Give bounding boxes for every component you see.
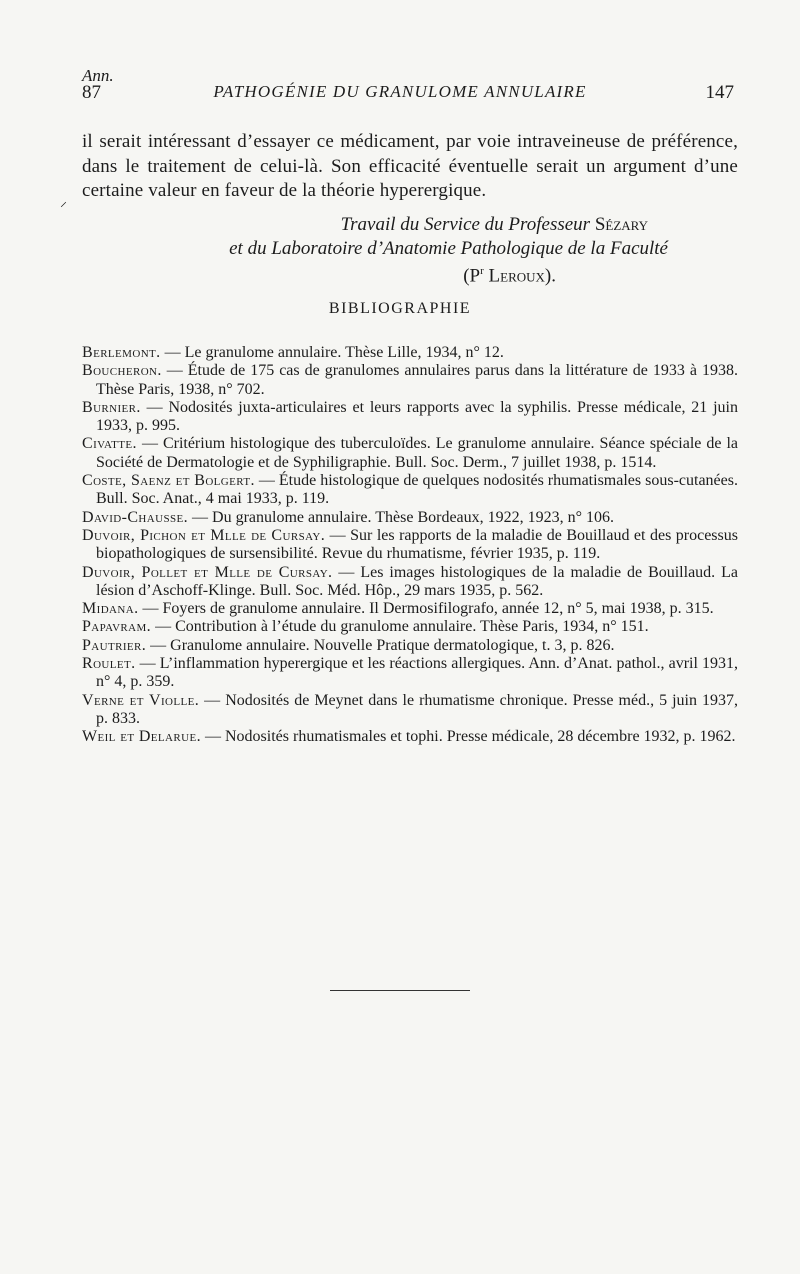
credit-line-3-prefix: (P — [463, 265, 481, 287]
bibliography-entry — [82, 527, 738, 564]
entry-text: — Les images histologiques de la maladie de Bouillaud. La lésion d’Aschoff-Klinge. Bull. Soc. Méd. Hôp., 29 mars 1935, p. 562. — [96, 563, 738, 599]
entry-authors: Roulet. — [82, 655, 136, 673]
bibliography-entry — [82, 344, 738, 362]
bibliography-entry — [82, 637, 738, 655]
bibliography-entry — [82, 362, 738, 399]
entry-text: — L’inflammation hyperergique et les réactions allergiques. Ann. d’Anat. pathol., avril 1931, n° 4, p. 359. — [96, 655, 738, 691]
entry-authors: Coste, Saenz et Bolgert. — [82, 472, 255, 490]
entry-text: — Nodosités juxta-articulaires et leurs rapports avec la syphilis. Presse médicale, 21 juin 1933, p. 995. — [96, 398, 738, 435]
entry-authors: Burnier. — [82, 398, 141, 416]
entry-authors: Berlemont. — [82, 344, 161, 361]
entry-authors: Duvoir, Pichon et Mlle de Cursay. — [82, 526, 326, 544]
bibliography-entry — [82, 692, 738, 729]
credit-line-2: et du Laboratoire d’Anatomie Pathologique de la Faculté — [229, 237, 668, 259]
credit-line-1 — [82, 213, 738, 237]
page-number: 147 — [705, 82, 734, 103]
entry-authors: David-Chausse. — [82, 508, 189, 526]
credit-line-1-text: Travail du Service du Professeur — [340, 214, 595, 235]
entry-text: — Sur les rapports de la maladie de Bouillaud et des processus biopathologiques de sursensibilité. Revue du rhumatisme, février 1935, p. 119. — [96, 526, 738, 563]
entry-authors: Civatte. — [82, 435, 137, 453]
entry-authors: Midana. — [82, 600, 139, 618]
bibliography-entry — [82, 600, 738, 618]
bibliography-entry — [82, 728, 738, 746]
bibliography-entry — [82, 618, 738, 636]
entry-authors: Papavram. — [82, 618, 152, 636]
entry-text: — Du granulome annulaire. Thèse Bordeaux, 1922, 1923, n° 106. — [188, 508, 615, 526]
running-title: PATHOGÉNIE DU GRANULOME ANNULAIRE — [213, 82, 587, 101]
entry-authors: Pautrier. — [82, 636, 147, 654]
entry-authors: Verne et Violle. — [82, 691, 200, 709]
credit-block — [82, 213, 738, 288]
entry-text: — Étude de 175 cas de granulomes annulaires parus dans la littérature de 1933 à 1938. Thèse Paris, 1938, n° 702. — [96, 362, 738, 398]
entry-text: — Étude histologique de quelques nodosités rhumatismales sous-cutanées. Bull. Soc. Anat., 4 mai 1933, p. 119. — [96, 472, 738, 508]
entry-text: — Granulome annulaire. Nouvelle Pratique dermatologique, t. 3, p. 826. — [146, 636, 615, 654]
entry-authors: Weil et Delarue. — [82, 728, 201, 746]
intro-paragraph — [82, 130, 738, 204]
bibliography-entry — [82, 509, 738, 527]
bibliography-entry — [82, 472, 738, 509]
entry-text: — Nodosités de Meynet dans le rhumatisme chronique. Presse méd., 5 juin 1937, p. 833. — [96, 691, 738, 727]
bibliography-list — [82, 344, 738, 747]
bibliography-entry — [82, 435, 738, 472]
entry-authors: Duvoir, Pollet et Mlle de Cursay. — [82, 563, 333, 581]
margin-mark: ⸝ — [60, 195, 67, 210]
credit-line-3 — [82, 260, 738, 288]
bibliography-entry — [82, 564, 738, 601]
credit-leroux-name: Leroux — [483, 265, 545, 287]
journal-abbrev: Ann. — [82, 66, 114, 85]
volume-number: 87 — [82, 82, 101, 103]
credit-line-3-suffix: ). — [544, 265, 556, 287]
entry-text: — Nodosités rhumatismales et tophi. Presse médicale, 28 décembre 1932, p. 1962. — [200, 728, 736, 746]
bibliography-entry — [82, 655, 738, 692]
entry-text: — Contribution à l’étude du granulome annulaire. Thèse Paris, 1934, n° 151. — [151, 618, 649, 636]
credit-professor-name: Sézary — [594, 214, 648, 235]
credit-title-sup: r — [480, 265, 484, 277]
entry-text: — Critérium histologique des tuberculoïdes. Le granulome annulaire. Séance spéciale de la Société de Dermatologie et de Syphiligraphie. Bull. Soc. Derm., 7 juillet 1938, p. 1514. — [96, 435, 738, 471]
bibliography-entry — [82, 399, 738, 436]
entry-text: — Foyers de granulome annulaire. Il Dermosifilografo, année 12, n° 5, mai 1938, p. 315. — [138, 600, 714, 618]
bibliography-heading: BIBLIOGRAPHIE — [328, 300, 472, 317]
entry-authors: Boucheron. — [82, 362, 162, 380]
closing-rule — [330, 990, 470, 991]
intro-text: il serait intéressant d’essayer ce médicament, par voie intraveineuse de préférence, dans le traitement de celui-là. Son efficacité éventuelle serait un argument d’une certaine valeur en faveur de la théorie hyperergique. — [82, 131, 738, 201]
entry-text: — Le granulome annulaire. Thèse Lille, 1934, n° 12. — [160, 344, 504, 361]
